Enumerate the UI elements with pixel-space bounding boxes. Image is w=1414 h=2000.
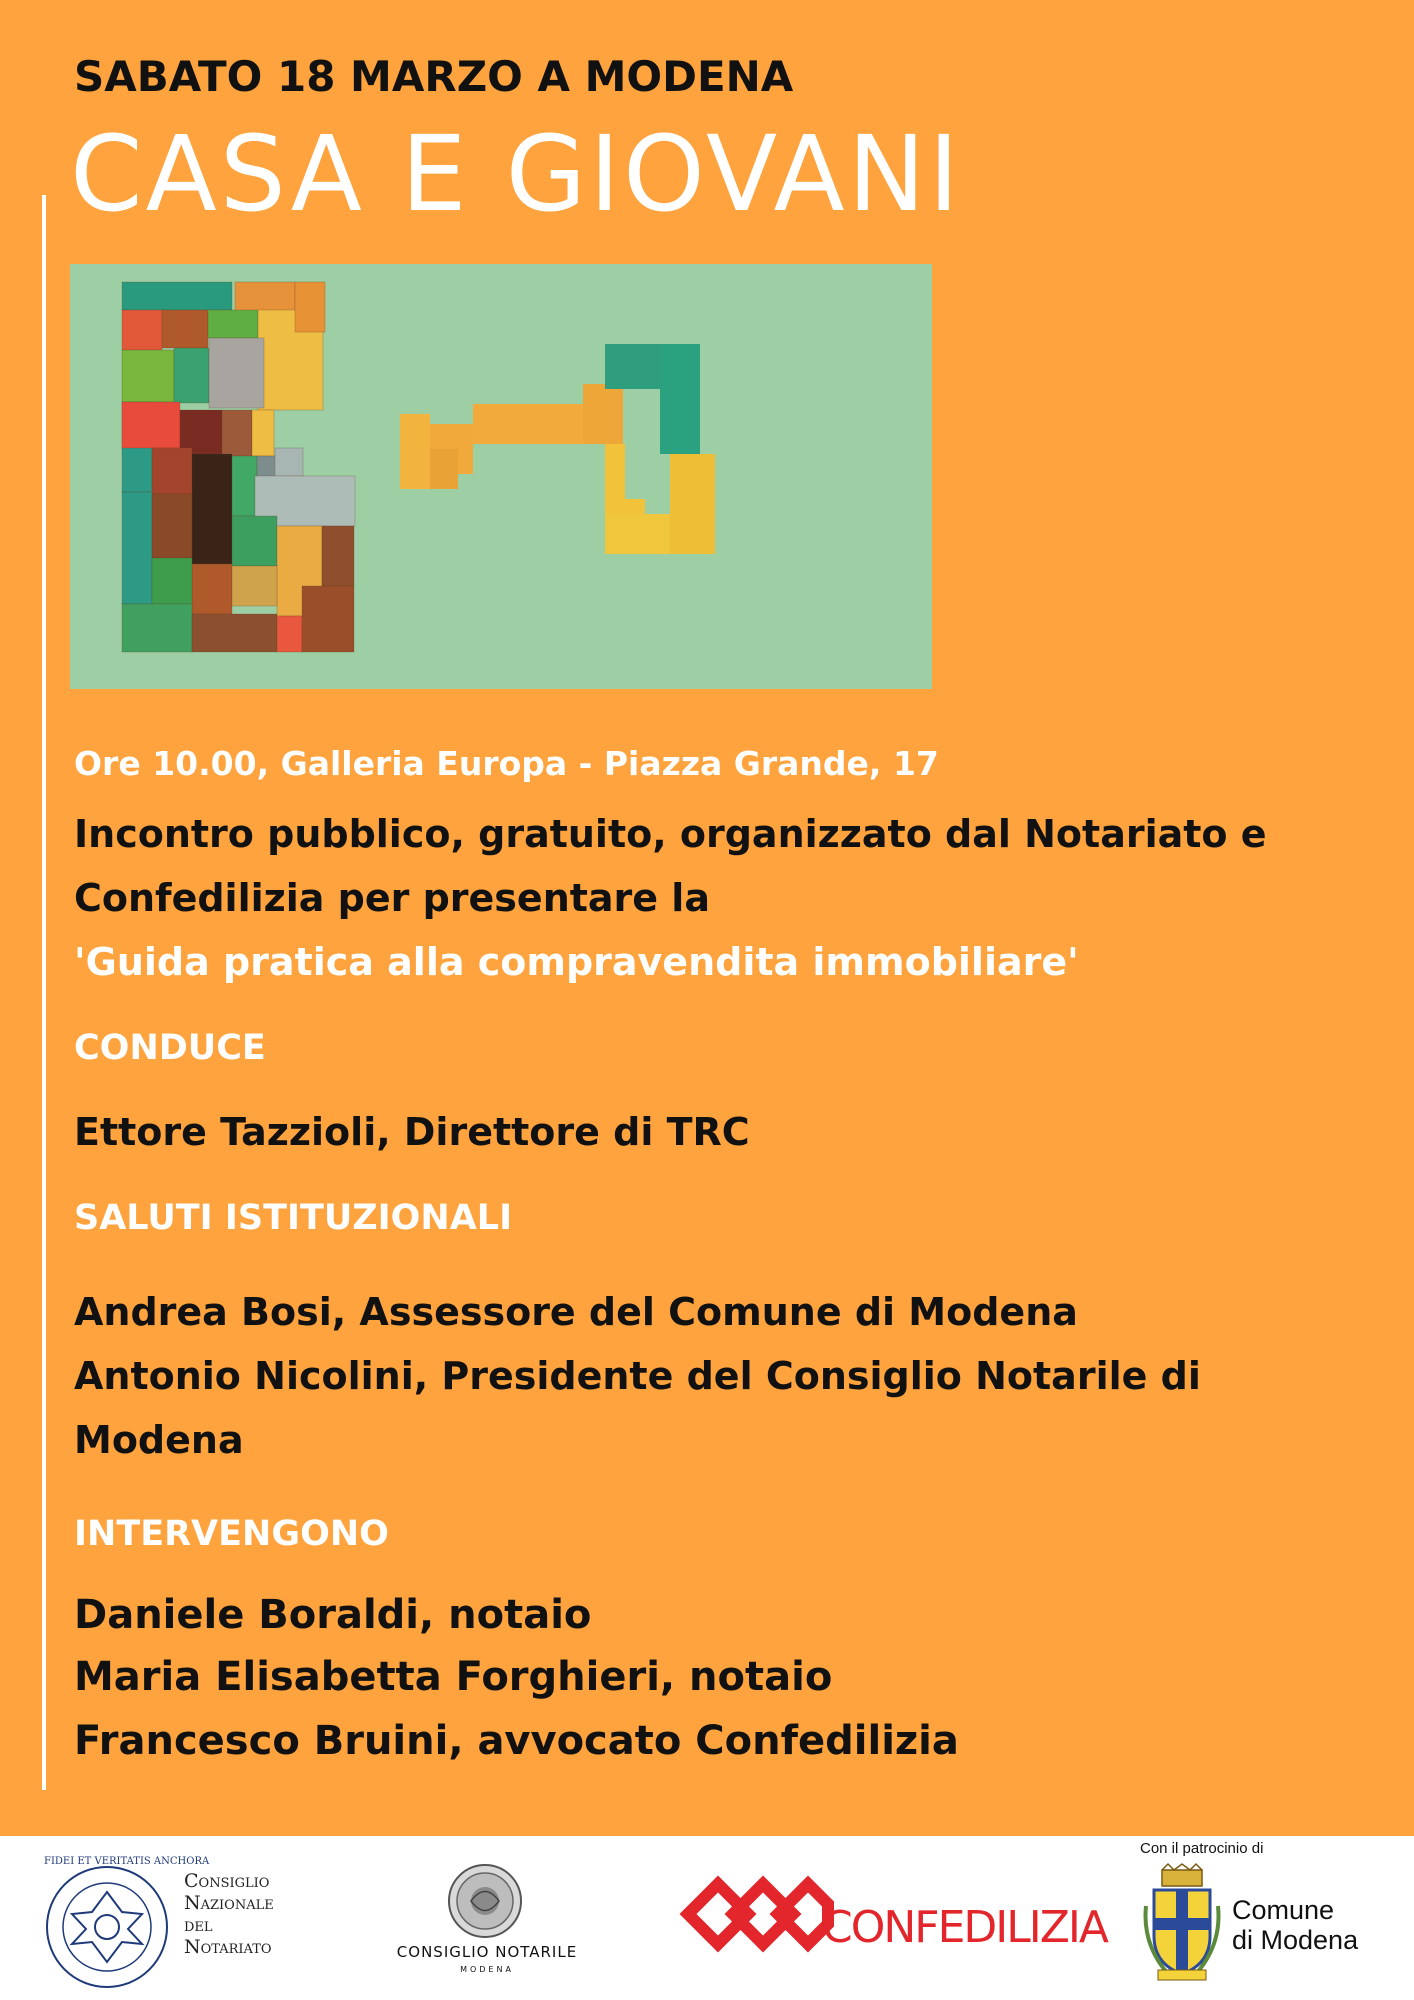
poster-title: CASA E GIOVANI (70, 113, 963, 235)
comune-modena-crest-icon (1140, 1866, 1224, 1990)
event-date: SABATO 18 MARZO A MODENA (74, 52, 794, 101)
comune-modena-name: Comune di Modena (1232, 1895, 1359, 1955)
speaker-3: Francesco Bruini, avvocato Confedilizia (74, 1718, 959, 1764)
guide-title: 'Guida pratica alla compravendita immobiliare' (74, 940, 1079, 984)
consiglio-notarile-seal-icon (446, 1862, 524, 1944)
patrocinio-label: Con il patrocinio di (1140, 1840, 1264, 1857)
cnn-seal-icon (44, 1856, 210, 1994)
confedilizia-logo-icon (688, 1874, 828, 1958)
consiglio-notarile-city: MODENA (460, 1965, 514, 1974)
conduce-person: Ettore Tazzioli, Direttore di TRC (74, 1110, 750, 1154)
speaker-1: Daniele Boraldi, notaio (74, 1592, 592, 1638)
svg-text:FIDEI ET VERITATIS ANCHORA: FIDEI ET VERITATIS ANCHORA (44, 1856, 210, 1867)
event-time-place: Ore 10.00, Galleria Europa - Piazza Grande, 17 (74, 744, 939, 783)
saluti-line-2: Antonio Nicolini, Presidente del Consiglio Notarile di (74, 1354, 1201, 1398)
cnn-name: Consiglio Nazionale del Notariato (184, 1870, 274, 1958)
conduce-heading: CONDUCE (74, 1028, 266, 1068)
puzzle-key-image (70, 264, 932, 689)
event-intro-line-2: Confedilizia per presentare la (74, 876, 710, 920)
saluti-line-3: Modena (74, 1418, 244, 1462)
confedilizia-name: CONFEDILIZIA (822, 1902, 1107, 1953)
consiglio-notarile-name: CONSIGLIO NOTARILE (396, 1943, 578, 1961)
intervengono-heading: INTERVENGONO (74, 1514, 389, 1554)
speaker-2: Maria Elisabetta Forghieri, notaio (74, 1654, 833, 1700)
saluti-heading: SALUTI ISTITUZIONALI (74, 1198, 513, 1238)
event-intro-line-1: Incontro pubblico, gratuito, organizzato dal Notariato e (74, 812, 1267, 856)
left-accent-rule (42, 195, 46, 1790)
saluti-line-1: Andrea Bosi, Assessore del Comune di Modena (74, 1290, 1078, 1334)
